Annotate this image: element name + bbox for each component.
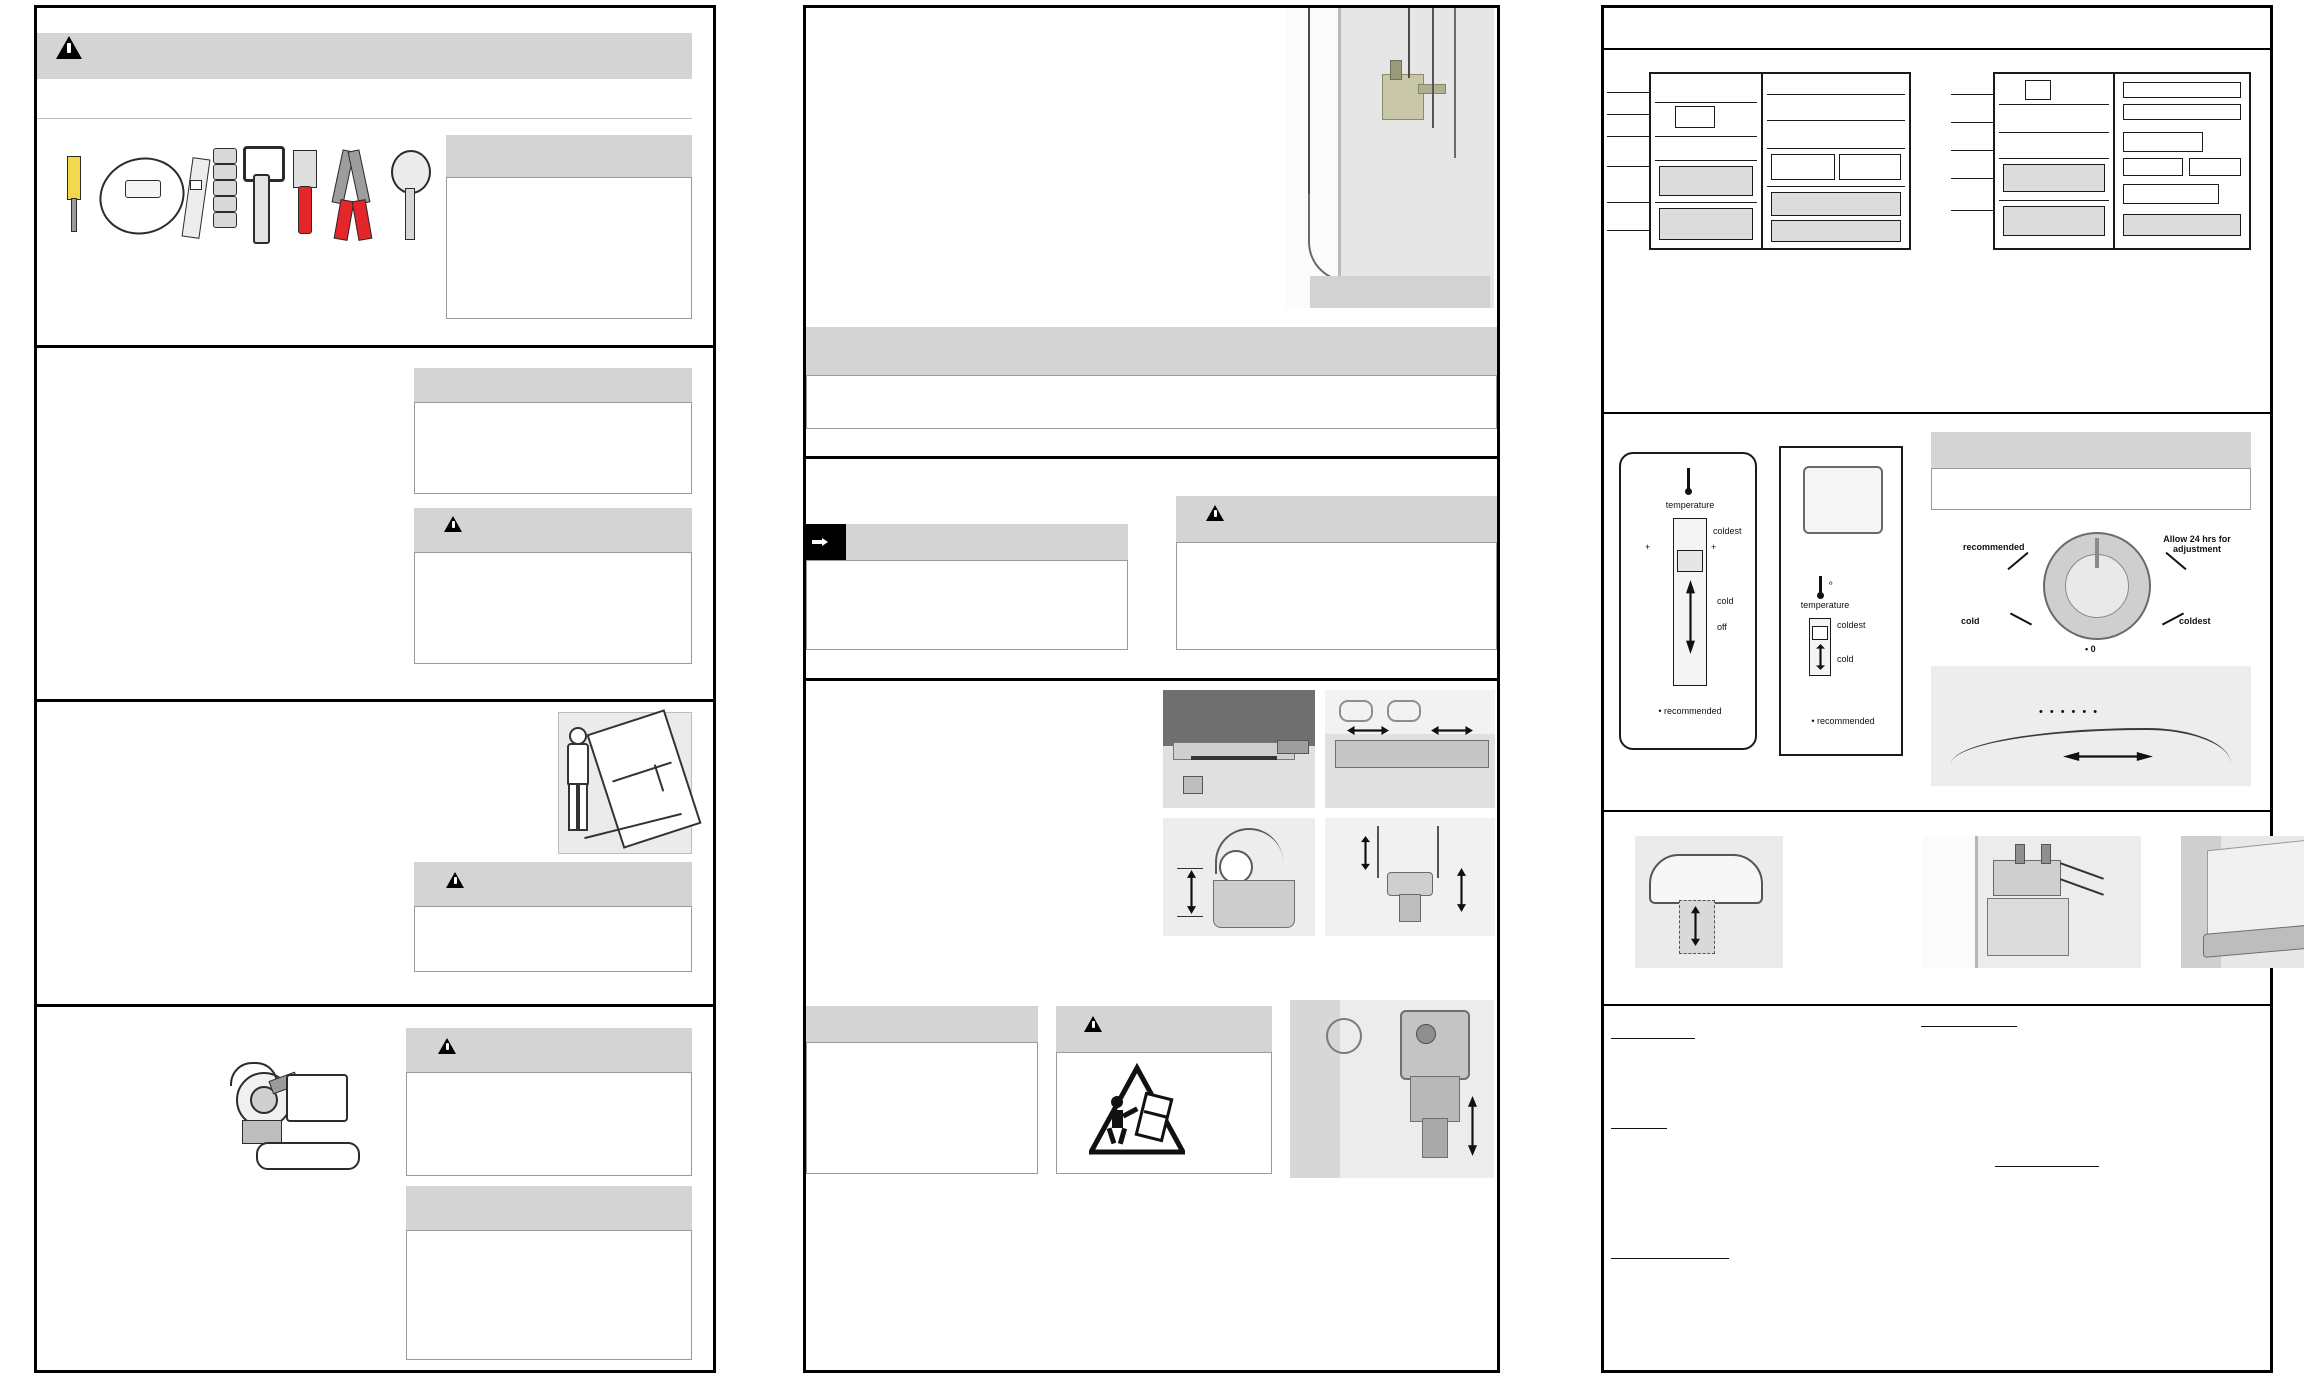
recommended-label: recommended bbox=[1963, 542, 2025, 552]
arrow-right-icon bbox=[806, 524, 846, 560]
rotary-dial-control[interactable] bbox=[1931, 520, 2251, 660]
tools-list-box bbox=[446, 177, 692, 319]
coldest-label: coldest bbox=[1713, 526, 1742, 536]
section3-warning-body bbox=[414, 906, 692, 972]
slide-control-panel[interactable]: temperature coldest cold off + + • recommended bbox=[1619, 452, 1757, 750]
top-mount-refrigerator-interior bbox=[1993, 72, 2251, 250]
features-bottom-rule bbox=[1601, 412, 2273, 414]
warning-triangle-icon bbox=[1084, 1016, 1102, 1032]
temperature-label: temperature bbox=[1665, 500, 1715, 510]
note-rule-1 bbox=[1611, 1038, 1695, 1039]
warning-triangle-icon bbox=[56, 36, 82, 59]
section2-warning-body bbox=[414, 552, 692, 664]
temperature-label: temperature bbox=[1800, 600, 1850, 610]
leveling-leg-closeup-photo bbox=[1290, 1000, 1494, 1178]
cold-label: cold bbox=[1717, 596, 1734, 606]
note-rule-3 bbox=[1611, 1128, 1667, 1129]
warning-triangle-icon bbox=[444, 516, 462, 532]
section2-body-box bbox=[414, 402, 692, 494]
divider-5 bbox=[803, 678, 1500, 681]
person-moving-refrigerator-illustration bbox=[558, 712, 692, 854]
base-grille-photo bbox=[2181, 836, 2304, 968]
divider-2 bbox=[34, 699, 716, 702]
warning-body bbox=[37, 79, 692, 119]
roller-height-adjust-photo bbox=[1163, 818, 1315, 936]
water-supply-note-box bbox=[806, 375, 1497, 429]
leveling-warning-bar bbox=[1176, 496, 1497, 542]
recommended-label: • recommended bbox=[1811, 716, 1875, 726]
cold-label: cold bbox=[1961, 616, 1980, 626]
section2-header-bar bbox=[414, 368, 692, 402]
note-rule-4 bbox=[1995, 1166, 2099, 1167]
leveling-warning-body bbox=[1176, 542, 1497, 650]
accessories-bottom-rule bbox=[1601, 1004, 2273, 1006]
note-rule-5 bbox=[1611, 1258, 1729, 1259]
off-label: off bbox=[1717, 622, 1727, 632]
controls-bottom-rule bbox=[1601, 810, 2273, 812]
section4-note-body bbox=[406, 1230, 692, 1360]
coldest-label: coldest bbox=[2179, 616, 2211, 626]
column-3 bbox=[1601, 0, 2273, 1391]
note-rule-2 bbox=[1921, 1026, 2017, 1027]
temperature-dial[interactable] bbox=[2043, 532, 2151, 640]
coldest-label: coldest bbox=[1837, 620, 1866, 630]
airflow-damper-slider[interactable]: •••••• bbox=[1931, 666, 2251, 786]
water-supply-header-bar bbox=[806, 327, 1497, 375]
base-grille-removal-photo bbox=[1163, 690, 1315, 808]
handle-and-screw-illustration bbox=[230, 1058, 390, 1168]
section4-warning-body bbox=[406, 1072, 692, 1176]
section4-note-bar bbox=[406, 1186, 692, 1230]
arrow-note-body bbox=[806, 560, 1128, 650]
divider-4 bbox=[803, 456, 1500, 459]
bottom-note-bar bbox=[806, 1006, 1038, 1042]
dial-header-bar bbox=[1931, 432, 2251, 468]
divider-3 bbox=[34, 1004, 716, 1007]
column-1 bbox=[34, 0, 716, 1391]
warning-triangle-icon bbox=[446, 872, 464, 888]
warning-triangle-icon bbox=[438, 1038, 456, 1054]
tools-header-bar bbox=[446, 135, 692, 177]
features-top-rule bbox=[1601, 48, 2273, 50]
tools-illustration bbox=[37, 128, 441, 258]
door-hinge-photo bbox=[1923, 836, 2141, 968]
allow-24hrs-label: Allow 24 hrs for adjustment bbox=[2163, 534, 2231, 555]
leveling-leg-adjust-photo bbox=[1325, 818, 1495, 936]
shelf-installation-photo bbox=[1635, 836, 1783, 968]
arrow-note-bar bbox=[806, 524, 1128, 560]
cold-label: cold bbox=[1837, 654, 1854, 664]
warning-header-bar bbox=[37, 33, 692, 79]
side-by-side-refrigerator-interior bbox=[1649, 72, 1911, 250]
dual-slide-control-panel[interactable]: ⚬ temperature coldest cold • recommended bbox=[1779, 446, 1903, 756]
warning-triangle-icon bbox=[1206, 505, 1224, 521]
bottom-note-body bbox=[806, 1042, 1038, 1174]
tip-hazard-pictogram bbox=[1089, 1062, 1185, 1158]
column-2 bbox=[803, 0, 1500, 1391]
recommended-label: • recommended bbox=[1658, 706, 1722, 716]
water-line-shutoff-valve-photo bbox=[1286, 8, 1494, 318]
zero-label: • 0 bbox=[2085, 644, 2096, 654]
base-grille-snap-photo bbox=[1325, 690, 1495, 808]
dial-header-body bbox=[1931, 468, 2251, 510]
divider-1 bbox=[34, 345, 716, 348]
